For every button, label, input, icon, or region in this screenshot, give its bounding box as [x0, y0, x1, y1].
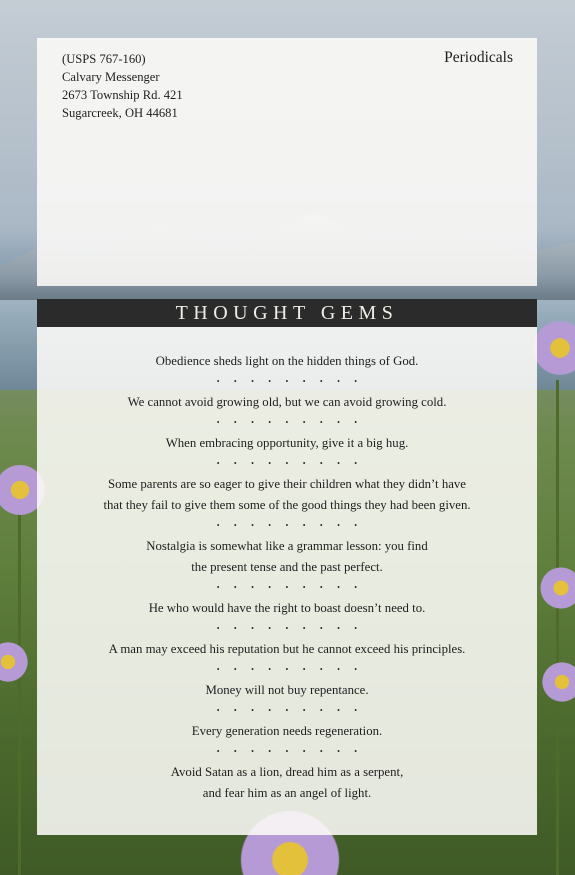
mailing-address: [62, 50, 183, 122]
address-line: Sugarcreek, OH 44681: [62, 106, 178, 120]
quote-item: [37, 433, 537, 454]
quote-line: the present tense and the past perfect.: [191, 560, 383, 574]
aster-flower: [0, 640, 30, 684]
separator-dots: • • • • • • • • •: [216, 706, 364, 715]
separator-dots: • • • • • • • • •: [216, 459, 364, 468]
separator-dots: • • • • • • • • •: [216, 521, 364, 530]
section-title: THOUGHT GEMS: [175, 301, 399, 324]
separator-dots: • • • • • • • • •: [216, 747, 364, 756]
quote-line: and fear him as an angel of light.: [202, 786, 372, 800]
quote-line: When embracing opportunity, give it a big hug.: [165, 436, 409, 450]
address-line: (USPS 767-160): [62, 52, 146, 66]
quote-item: [37, 474, 537, 516]
aster-flower: [538, 565, 575, 611]
quotes-panel: [37, 327, 537, 835]
flower-stem: [556, 380, 559, 875]
flower-stem: [18, 500, 21, 875]
quote-item: [37, 598, 537, 619]
separator-dots: • • • • • • • • •: [216, 418, 364, 427]
quote-line: A man may exceed his reputation but he cannot exceed his principles.: [108, 642, 466, 656]
quote-line: Nostalgia is somewhat like a grammar lesson: you find: [146, 539, 428, 553]
quote-item: [37, 392, 537, 413]
quote-line: Money will not buy repentance.: [205, 683, 369, 697]
quote-item: [37, 762, 537, 804]
quote-list: [37, 351, 537, 804]
quote-item: [37, 721, 537, 742]
quote-line: Every generation needs regeneration.: [191, 724, 383, 738]
quote-item: [37, 536, 537, 578]
quote-line: that they fail to give them some of the good things they had been given.: [103, 498, 471, 512]
quote-item: [37, 639, 537, 660]
section-title-bar: [37, 299, 537, 327]
quote-item: [37, 351, 537, 372]
address-line: 2673 Township Rd. 421: [62, 88, 183, 102]
quote-line: Obedience sheds light on the hidden things of God.: [155, 354, 419, 368]
separator-dots: • • • • • • • • •: [216, 624, 364, 633]
mailing-panel: [37, 38, 537, 286]
quote-line: We cannot avoid growing old, but we can avoid growing cold.: [127, 395, 447, 409]
separator-dots: • • • • • • • • •: [216, 377, 364, 386]
quote-line: Avoid Satan as a lion, dread him as a serpent,: [170, 765, 404, 779]
separator-dots: • • • • • • • • •: [216, 665, 364, 674]
mail-class-label: Periodicals: [444, 49, 513, 66]
separator-dots: • • • • • • • • •: [216, 583, 364, 592]
address-line: Calvary Messenger: [62, 70, 160, 84]
aster-flower: [540, 660, 575, 704]
quote-item: [37, 680, 537, 701]
quote-line: Some parents are so eager to give their children what they didn’t have: [108, 477, 466, 491]
quote-line: He who would have the right to boast doesn’t need to.: [148, 601, 426, 615]
